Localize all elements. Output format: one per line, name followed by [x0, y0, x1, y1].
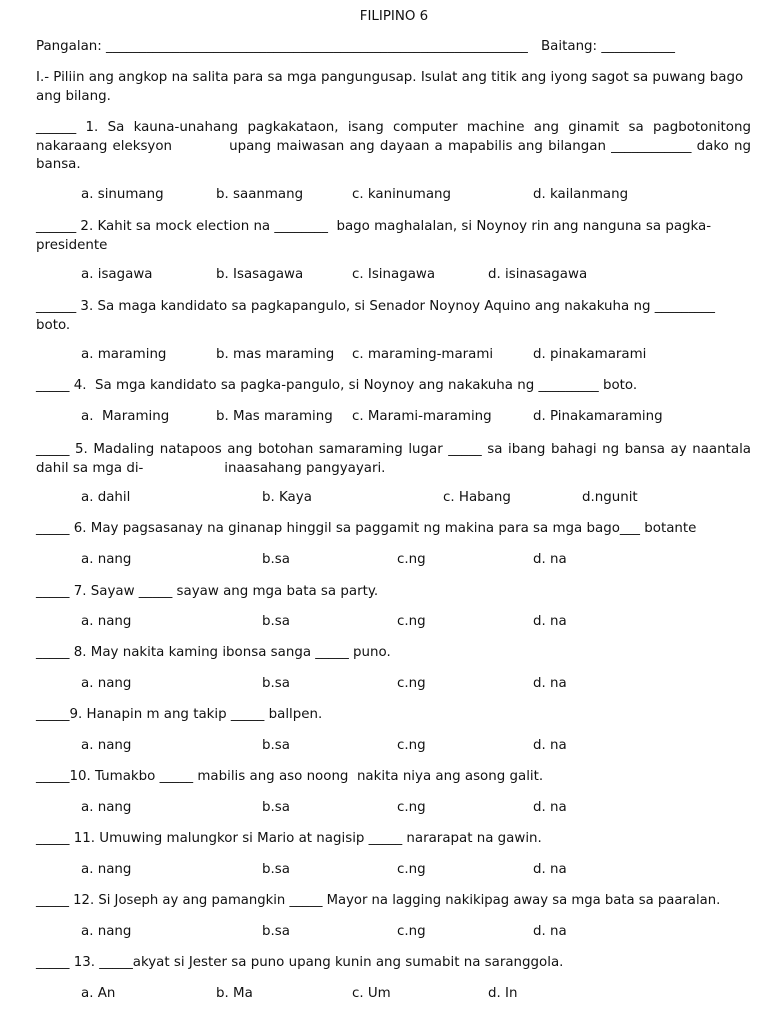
question-5-option-a: a. dahil [81, 490, 131, 505]
question-4-option-b: b. Mas maraming [216, 409, 333, 424]
question-5-option-b: b. Kaya [262, 490, 312, 505]
question-10-text: _____10. Tumakbo _____ mabilis ang aso noong nakita niya ang asong galit. [36, 769, 544, 784]
instructions: I.- Piliin ang angkop na salita para sa mga pangungusap. Isulat ang titik ang iyong sagot sa puwang bago ang bilang. [36, 70, 744, 104]
question-4-text: _____ 4. Sa mga kandidato sa pagka-pangulo, si Noynoy ang nakakuha ng _________ boto. [36, 378, 638, 393]
question-12-option-c: c.ng [397, 924, 426, 939]
question-6-option-b: b.sa [262, 552, 290, 567]
question-8-option-c: c.ng [397, 676, 426, 691]
question-1-text: ______ 1. Sa kauna-unahang pagkakataon, isang computer machine ang ginamit sa pagbotonitong nakaraang eleksyon upang maiwasan ang dayaan a mapabilis ang bilangan ____________ dako ng bansa. [36, 120, 756, 173]
question-1-option-a: a. sinumang [81, 187, 164, 202]
question-9-option-a: a. nang [81, 738, 132, 753]
question-4-option-d: d. Pinakamaraming [533, 409, 663, 424]
question-6-option-d: d. na [533, 552, 567, 567]
question-6-option-c: c.ng [397, 552, 426, 567]
question-5-option-d: d.ngunit [582, 490, 638, 505]
question-8-option-b: b.sa [262, 676, 290, 691]
question-13-option-a: a. An [81, 986, 116, 1001]
question-3-option-c: c. maraming-marami [352, 347, 494, 362]
name-field-label: Pangalan: _______________________________________________________________ [36, 39, 528, 54]
question-2-option-c: c. Isinagawa [352, 267, 436, 282]
question-1-option-d: d. kailanmang [533, 187, 629, 202]
question-2-option-d: d. isinasagawa [488, 267, 588, 282]
question-5-text: _____ 5. Madaling natapoos ang botohan samaraming lugar _____ sa ibang bahagi ng bansa ay naantala dahil sa mga di- inaasahang pangyayari. [36, 442, 756, 476]
question-12-text: _____ 12. Si Joseph ay ang pamangkin _____ Mayor na lagging nakikipag away sa mga bata sa paaralan. [36, 893, 721, 908]
question-8-option-d: d. na [533, 676, 567, 691]
grade-field-label: Baitang: ___________ [541, 39, 675, 54]
question-4-option-a: a. Maraming [81, 409, 170, 424]
question-9-option-d: d. na [533, 738, 567, 753]
question-13-option-b: b. Ma [216, 986, 253, 1001]
question-13-option-d: d. In [488, 986, 518, 1001]
question-11-option-b: b.sa [262, 862, 290, 877]
question-11-option-a: a. nang [81, 862, 132, 877]
question-4-option-c: c. Marami-maraming [352, 409, 492, 424]
question-12-option-a: a. nang [81, 924, 132, 939]
question-3-option-b: b. mas maraming [216, 347, 335, 362]
question-9-option-c: c.ng [397, 738, 426, 753]
question-10-option-c: c.ng [397, 800, 426, 815]
question-12-option-d: d. na [533, 924, 567, 939]
question-3-option-a: a. maraming [81, 347, 167, 362]
question-10-option-a: a. nang [81, 800, 132, 815]
question-13-text: _____ 13. _____akyat si Jester sa puno upang kunin ang sumabit na saranggola. [36, 955, 564, 970]
question-9-text: _____9. Hanapin m ang takip _____ ballpen. [36, 707, 323, 722]
question-1-option-b: b. saanmang [216, 187, 304, 202]
question-11-text: _____ 11. Umuwing malungkor si Mario at nagisip _____ nararapat na gawin. [36, 831, 542, 846]
question-7-option-d: d. na [533, 614, 567, 629]
question-10-option-b: b.sa [262, 800, 290, 815]
question-1-option-c: c. kaninumang [352, 187, 452, 202]
question-11-option-c: c.ng [397, 862, 426, 877]
question-3-text: ______ 3. Sa maga kandidato sa pagkapangulo, si Senador Noynoy Aquino ang nakakuha ng _________ boto. [36, 299, 720, 333]
question-13-option-c: c. Um [352, 986, 391, 1001]
question-2-option-a: a. isagawa [81, 267, 153, 282]
question-7-option-b: b.sa [262, 614, 290, 629]
question-9-option-b: b.sa [262, 738, 290, 753]
question-7-option-a: a. nang [81, 614, 132, 629]
question-3-option-d: d. pinakamarami [533, 347, 647, 362]
question-7-option-c: c.ng [397, 614, 426, 629]
question-2-text: ______ 2. Kahit sa mock election na ________ bago maghalalan, si Noynoy rin ang nanguna sa pagka-presidente [36, 219, 712, 253]
question-8-text: _____ 8. May nakita kaming ibonsa sanga _____ puno. [36, 645, 391, 660]
question-5-option-c: c. Habang [443, 490, 511, 505]
question-11-option-d: d. na [533, 862, 567, 877]
question-6-text: _____ 6. May pagsasanay na ginanap hinggil sa paggamit ng makina para sa mga bago___ botante [36, 521, 697, 536]
question-7-text: _____ 7. Sayaw _____ sayaw ang mga bata sa party. [36, 584, 379, 599]
page-title: FILIPINO 6 [359, 9, 429, 24]
question-12-option-b: b.sa [262, 924, 290, 939]
question-10-option-d: d. na [533, 800, 567, 815]
question-8-option-a: a. nang [81, 676, 132, 691]
question-2-option-b: b. Isasagawa [216, 267, 304, 282]
question-6-option-a: a. nang [81, 552, 132, 567]
